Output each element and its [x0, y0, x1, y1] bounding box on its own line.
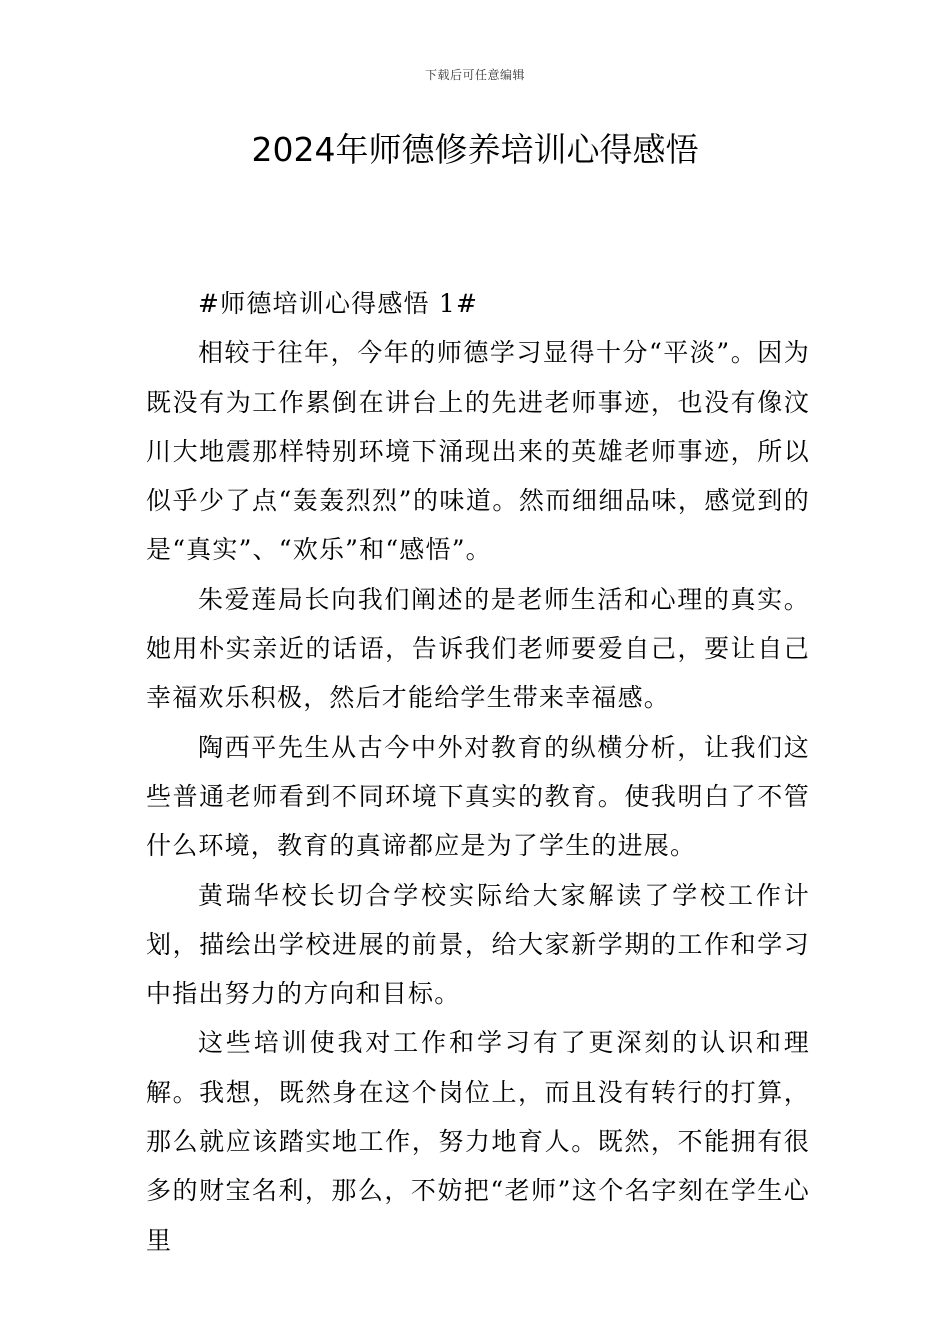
paragraph: 相较于往年，今年的师德学习显得十分“平淡”。因为既没有为工作累倒在讲台上的先进老师事迹，也没有像汶川大地震那样特别环境下涌现出来的英雄老师事迹，所以似乎少了点“轰轰烈烈”的味道。然而细细品味，感觉到的是“真实”、“欢乐”和“感悟”。: [146, 338, 810, 565]
document-title: 2024年师德修养培训心得感悟: [251, 130, 699, 169]
paragraph: 朱爱莲局长向我们阐述的是老师生活和心理的真实。她用朴实亲近的话语，告诉我们老师要爱自己，要让自己幸福欢乐积极，然后才能给学生带来幸福感。: [146, 584, 810, 713]
paragraph: 这些培训使我对工作和学习有了更深刻的认识和理解。我想，既然身在这个岗位上，而且没有转行的打算，那么就应该踏实地工作，努力地育人。既然，不能拥有很多的财宝名利，那么，不妨把“老师”这个名字刻在学生心里: [146, 1028, 810, 1255]
document-body: [146, 279, 810, 1265]
page-header-note: 下载后可任意编辑: [424, 68, 525, 82]
paragraph: 陶西平先生从古今中外对教育的纵横分析，让我们这些普通老师看到不同环境下真实的教育。使我明白了不管什么环境，教育的真谛都应是为了学生的进展。: [146, 732, 810, 861]
section-heading: #师德培训心得感悟 1#: [198, 289, 479, 318]
paragraph: 黄瑞华校长切合学校实际给大家解读了学校工作计划，描绘出学校进展的前景，给大家新学期的工作和学习中指出努力的方向和目标。: [146, 880, 810, 1009]
